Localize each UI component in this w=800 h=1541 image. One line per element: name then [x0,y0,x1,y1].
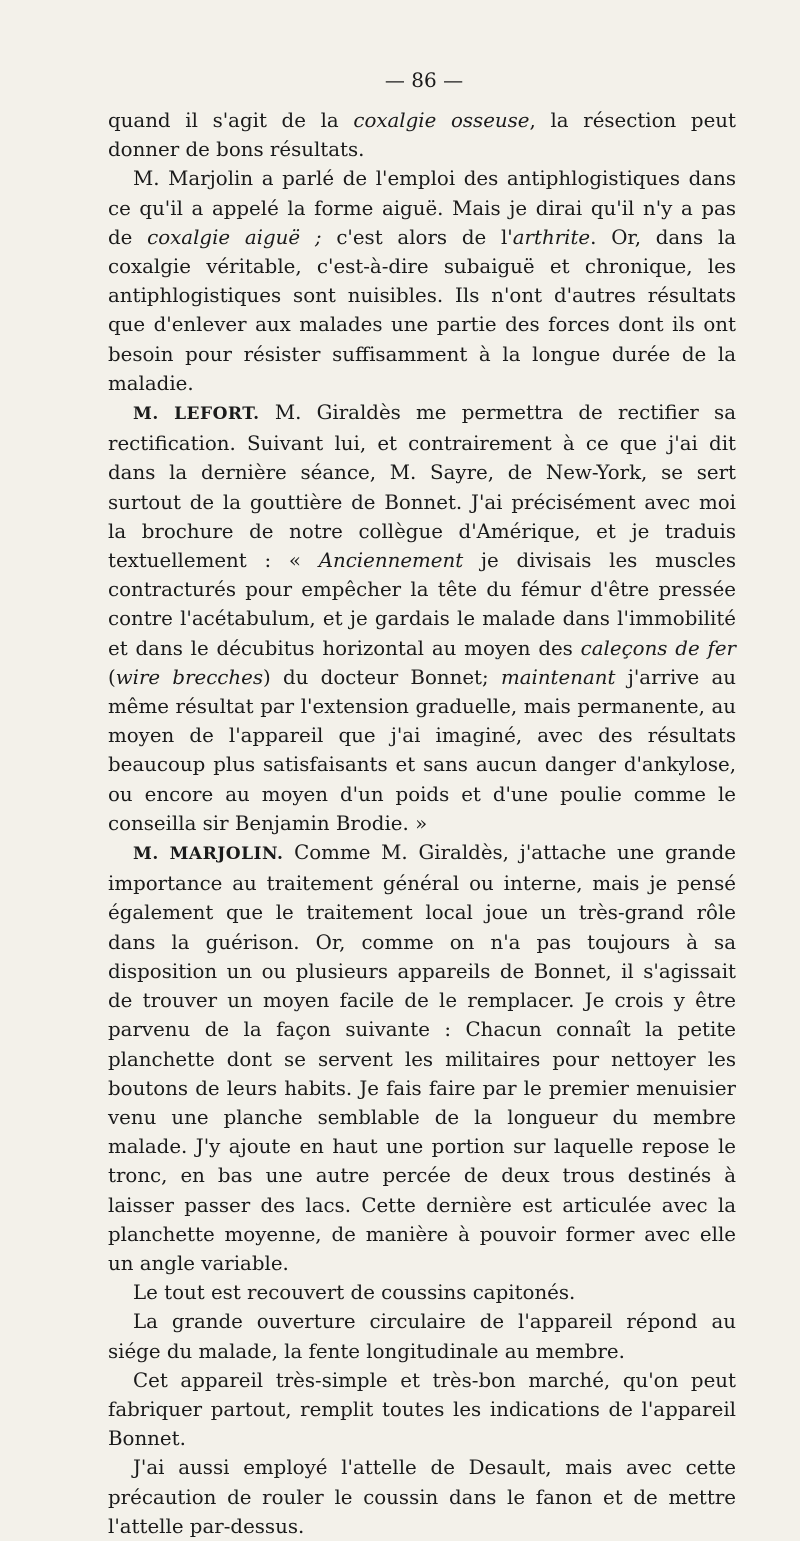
text-run: c'est alors de l' [321,225,513,249]
italic-run: coxalgie aiguë ; [147,225,322,249]
body-text [108,106,736,1541]
paragraph-1 [108,106,736,164]
page-number: — 86 — [384,68,464,92]
text-run: j'arrive au même résultat par l'extension graduelle, mais permanente, au moyen de l'appareil que j'ai imaginé, avec des résultats beaucoup plus satisfaisants et sans aucun danger d'ankylose, ou encore au moyen d'un poids et d'une poulie comme le conseilla sir Benjamin Brodie. » [108,665,736,835]
paragraph-6 [108,1307,736,1365]
text-run: je divisais les muscles contracturés pour empêcher la tête du fémur d'être pressée contre l'acétabulum, et je gardais le malade dans l'immobilité et dans le décubitus horizontal au moyen des [108,549,736,660]
text-run: Le tout est recouvert de coussins capitonés. [133,1281,576,1305]
text-run: ( [108,665,116,689]
text-run: . Or, dans la coxalgie véritable, c'est-à-dire subaiguë et chronique, les antiphlogistiques sont nuisibles. Ils n'ont d'autres résultats que d'enlever aux malades une partie des forces dont ils ont besoin pour résister suffisamment à la longue durée de la maladie. [108,225,736,395]
text-run: quand il s'agit de la [108,109,354,132]
text-run: La grande ouverture circulaire de l'appareil répond au siége du malade, la fente longitudinale au membre. [108,1310,736,1363]
italic-run: arthrite [512,225,591,249]
speaker-name: M. LEFORT. [133,404,260,425]
italic-run: Anciennement [318,549,464,573]
italic-run: caleçons de fer [580,636,736,660]
italic-run: coxalgie osseuse [353,109,530,132]
paragraph-2 [108,164,736,398]
paragraph-8 [108,1453,736,1541]
italic-run: wire brecches [115,665,263,689]
italic-run: maintenant [500,665,616,689]
paragraph-lefort [108,398,736,838]
paragraph-7 [108,1366,736,1454]
text-run: ) du docteur Bonnet; [263,665,501,689]
paragraph-5 [108,1278,736,1307]
text-run: J'ai aussi employé l'attelle de Desault, mais avec cette précaution de rouler le coussin dans le fanon et de mettre l'attelle par-dessus. [108,1456,736,1538]
text-run: M. Giraldès me permettra de rectifier sa rectification. Suivant lui, et contrairement à ce que j'ai dit dans la dernière séance, M. Sayre, de New-York, se sert surtout de la gouttière de Bonnet. J'ai précisément avec moi la brochure de notre collègue d'Amérique, et je traduis textuellement : « [108,401,736,573]
text-run: , la résection peut donner de bons résultats. [108,109,736,162]
paragraph-marjolin [108,838,736,1278]
speaker-name: M. MARJOLIN. [133,844,284,865]
text-run: M. Marjolin a parlé de l'emploi des antiphlogistiques dans ce qu'il a appelé la forme aiguë. Mais je dirai qu'il n'y a pas de [108,167,736,249]
text-run: Cet appareil très-simple et très-bon marché, qu'on peut fabriquer partout, remplit toutes les indications de l'appareil Bonnet. [108,1368,736,1451]
text-run: Comme M. Giraldès, j'attache une grande importance au traitement général ou interne, mais je pensé également que le traitement local joue un très-grand rôle dans la guérison. Or, comme on n'a pas toujours à sa disposition un ou plusieurs appareils de Bonnet, il s'agissait de trouver un moyen facile de le remplacer. Je crois y être parvenu de la façon suivante : Chacun connaît la petite planchette dont se servent les militaires pour nettoyer les boutons de leurs habits. Je fais faire par le premier menuisier venu une planche semblable de la longueur du membre malade. J'y ajoute en haut une portion sur laquelle repose le tronc, en bas une autre percée de deux trous destinés à laisser passer des lacs. Cette dernière est articulée avec la planchette moyenne, de manière à pouvoir former avec elle un angle variable. [108,841,737,1275]
